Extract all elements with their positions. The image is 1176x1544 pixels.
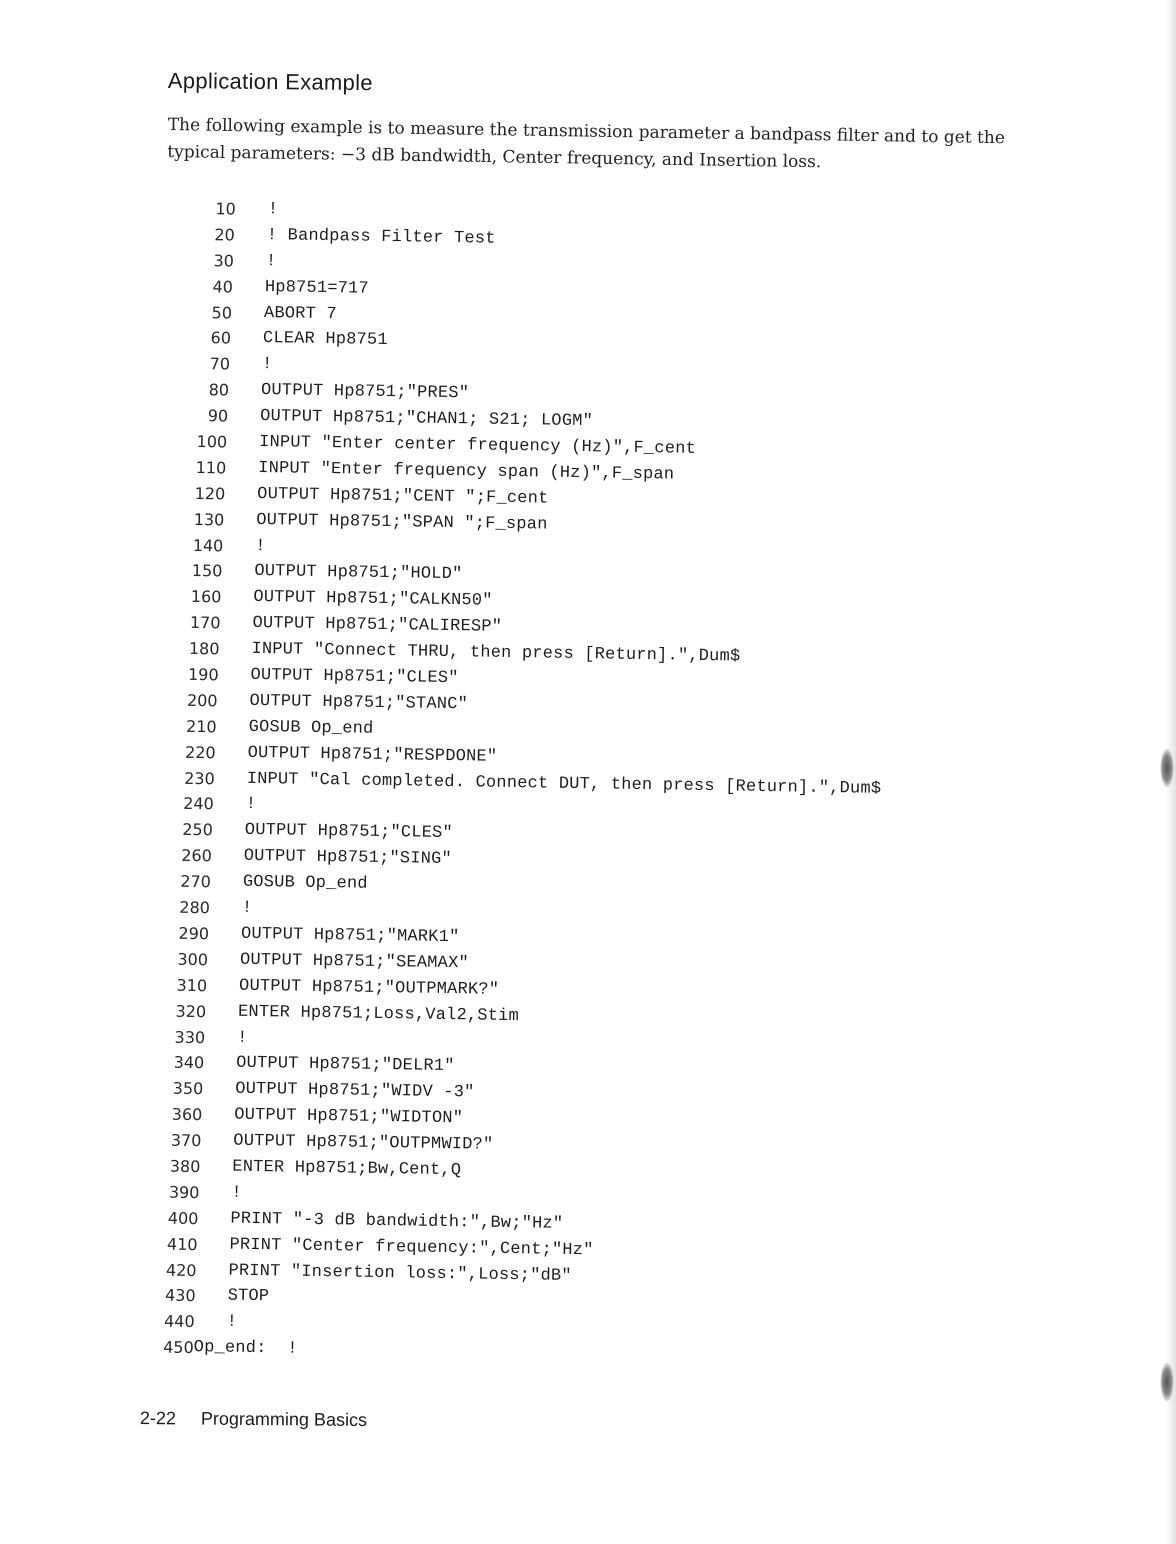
code-statement: ABORT 7	[263, 303, 337, 324]
code-line	[159, 1231, 594, 1260]
code-statement: OUTPUT Hp8751;"OUTPMARK?"	[238, 976, 500, 1000]
line-number: 100	[196, 432, 228, 452]
code-line	[177, 765, 882, 799]
code-line	[181, 636, 741, 667]
code-statement: OUTPUT Hp8751;"SPAN ";F_span	[256, 510, 548, 535]
code-line	[172, 895, 253, 922]
code-line	[188, 455, 675, 485]
code-statement: ENTER Hp8751;Bw,Cent,Q	[232, 1157, 462, 1181]
code-statement: OUTPUT Hp8751;"SING"	[243, 847, 453, 870]
line-number: 380	[169, 1156, 201, 1177]
code-line	[197, 222, 496, 249]
code-line	[193, 325, 388, 352]
code-statement: OUTPUT Hp8751;"CLES"	[244, 821, 454, 844]
code-statement: OUTPUT Hp8751;"PRES"	[260, 381, 470, 404]
line-number: 320	[175, 1001, 207, 1021]
line-number: 400	[167, 1208, 199, 1228]
code-line	[160, 1205, 564, 1234]
line-number: 410	[166, 1234, 198, 1254]
line-number: 150	[191, 561, 223, 581]
code-line	[157, 1283, 270, 1310]
code-statement: OUTPUT Hp8751;"WIDTON"	[234, 1105, 464, 1129]
code-statement: OUTPUT Hp8751;"SEAMAX"	[239, 950, 469, 974]
line-number: 350	[172, 1078, 204, 1099]
code-statement: GOSUB Op_end	[242, 872, 368, 894]
code-statement: !	[255, 536, 266, 556]
code-statement: OUTPUT Hp8751;"STANC"	[249, 691, 469, 715]
line-number: 230	[184, 768, 215, 788]
code-line	[169, 972, 500, 1000]
code-statement: !	[231, 1183, 243, 1203]
page-footer	[140, 1408, 367, 1431]
code-statement: INPUT "Enter frequency span (Hz)",F_span	[258, 458, 675, 485]
code-line	[168, 998, 520, 1026]
code-line	[164, 1102, 464, 1129]
line-number: 20	[214, 225, 235, 245]
line-number: 90	[207, 406, 229, 426]
line-number: 210	[185, 716, 217, 737]
code-statement: Hp8751=717	[264, 277, 370, 299]
code-line	[165, 1076, 475, 1103]
code-line	[191, 377, 470, 404]
code-line	[156, 1309, 238, 1336]
line-number: 370	[170, 1130, 202, 1151]
line-number: 280	[179, 897, 211, 918]
code-line	[163, 1128, 494, 1155]
line-number: 160	[190, 587, 222, 607]
binder-hole-mark	[1160, 748, 1174, 788]
code-statement: GOSUB Op_end	[248, 717, 374, 739]
page-number: 2-22	[139, 1408, 177, 1429]
code-line	[178, 714, 374, 741]
code-statement: !	[245, 795, 257, 815]
code-statement: !	[237, 1028, 248, 1048]
code-statement: OUTPUT Hp8751;"WIDV -3"	[235, 1079, 475, 1103]
code-statement: !	[226, 1312, 238, 1333]
line-number: 140	[192, 535, 224, 556]
line-number: 240	[183, 794, 214, 814]
line-number: 440	[163, 1311, 195, 1332]
code-line	[192, 351, 273, 378]
line-number: 450	[163, 1337, 194, 1358]
code-line	[190, 403, 594, 432]
code-statement: OUTPUT Hp8751;"CHAN1; S21; LOGM"	[260, 407, 594, 432]
code-line	[183, 584, 493, 612]
code-statement: INPUT "Cal completed. Connect DUT, then press [Return].",Dum$	[246, 769, 882, 799]
code-statement: ! Bandpass Filter Test	[266, 225, 496, 249]
code-statement: INPUT "Enter center frequency (Hz)",F_cent	[258, 433, 697, 459]
line-number: 260	[181, 846, 212, 866]
code-statement: !	[261, 355, 273, 375]
code-line	[177, 739, 498, 767]
code-statement: CLEAR Hp8751	[262, 329, 388, 351]
code-statement: !	[265, 251, 277, 272]
code-line	[162, 1154, 462, 1181]
code-line	[194, 300, 337, 327]
line-number: 200	[186, 690, 218, 711]
code-statement: OUTPUT Hp8751;"RESPDONE"	[247, 743, 498, 767]
line-number: 60	[210, 328, 232, 348]
line-number: 360	[171, 1104, 203, 1125]
code-line	[182, 610, 503, 638]
code-line	[173, 869, 368, 896]
line-number: 80	[208, 380, 230, 400]
code-line	[186, 507, 548, 535]
code-statement: !	[241, 898, 253, 918]
line-number: 330	[174, 1027, 206, 1047]
line-number: 420	[165, 1260, 197, 1280]
binder-hole-mark	[1160, 1362, 1174, 1402]
line-number: 120	[194, 483, 226, 504]
code-line	[167, 1024, 248, 1051]
line-number: 300	[177, 949, 209, 970]
line-number: 70	[209, 354, 231, 374]
line-number: 50	[211, 302, 233, 323]
code-line	[185, 532, 266, 559]
section-heading: Application Example	[167, 68, 374, 96]
line-number: 180	[188, 639, 220, 659]
code-line	[198, 196, 279, 222]
code-statement: OUTPUT Hp8751;"CLES"	[250, 665, 459, 689]
line-number: 390	[168, 1182, 200, 1202]
code-line	[179, 688, 469, 715]
code-statement: ENTER Hp8751;Loss,Val2,Stim	[237, 1002, 520, 1026]
code-line	[196, 248, 277, 275]
code-line	[195, 274, 370, 301]
code-line	[156, 1335, 298, 1362]
footer-section-title: Programming Basics	[200, 1408, 368, 1430]
code-statement: INPUT "Connect THRU, then press [Return].",Dum$	[251, 640, 741, 667]
code-statement: OUTPUT Hp8751;"OUTPMWID?"	[233, 1131, 494, 1155]
line-number: 190	[187, 664, 219, 685]
line-number: 110	[195, 457, 227, 478]
line-number: 30	[213, 251, 235, 271]
code-statement: PRINT "-3 dB bandwidth:",Bw;"Hz"	[230, 1209, 564, 1234]
line-number: 430	[164, 1286, 196, 1306]
code-statement: !	[267, 200, 279, 220]
line-number: 270	[180, 871, 212, 892]
code-line	[174, 843, 453, 870]
code-line	[187, 481, 549, 509]
line-number: 310	[176, 975, 208, 995]
code-statement: PRINT "Center frequency:",Cent;"Hz"	[229, 1235, 594, 1260]
code-line	[180, 662, 459, 689]
code-line	[184, 558, 463, 585]
line-number: 290	[178, 923, 210, 944]
code-line	[176, 791, 257, 818]
code-line	[166, 1050, 455, 1077]
intro-paragraph: The following example is to measure the transmission parameter a bandpass filter and to get the typical parameters: −3 dB bandwidth, Center frequency, and Insertion loss.	[167, 114, 1006, 173]
line-number: 170	[189, 613, 221, 633]
code-statement: STOP	[227, 1287, 270, 1307]
code-statement: OUTPUT Hp8751;"CENT ";F_cent	[257, 484, 549, 509]
code-statement: OUTPUT Hp8751;"HOLD"	[254, 562, 463, 585]
code-statement: Op_end: !	[193, 1338, 298, 1359]
code-statement: PRINT "Insertion loss:",Loss;"dB"	[228, 1261, 572, 1286]
line-number: 10	[215, 199, 236, 219]
code-line	[189, 429, 697, 459]
code-statement: OUTPUT Hp8751;"MARK1"	[240, 924, 460, 948]
line-number: 250	[182, 820, 214, 840]
code-line	[158, 1257, 572, 1286]
code-statement: OUTPUT Hp8751;"DELR1"	[236, 1054, 455, 1077]
code-line	[175, 817, 454, 844]
line-number: 220	[184, 742, 216, 763]
code-line	[170, 946, 469, 974]
code-listing	[163, 196, 882, 1362]
line-number: 40	[212, 276, 234, 297]
code-statement: OUTPUT Hp8751;"CALIRESP"	[252, 614, 503, 638]
code-statement: OUTPUT Hp8751;"CALKN50"	[253, 588, 493, 612]
line-number: 340	[173, 1053, 205, 1073]
code-line	[171, 921, 460, 948]
code-line	[161, 1179, 243, 1206]
line-number: 130	[193, 509, 225, 530]
